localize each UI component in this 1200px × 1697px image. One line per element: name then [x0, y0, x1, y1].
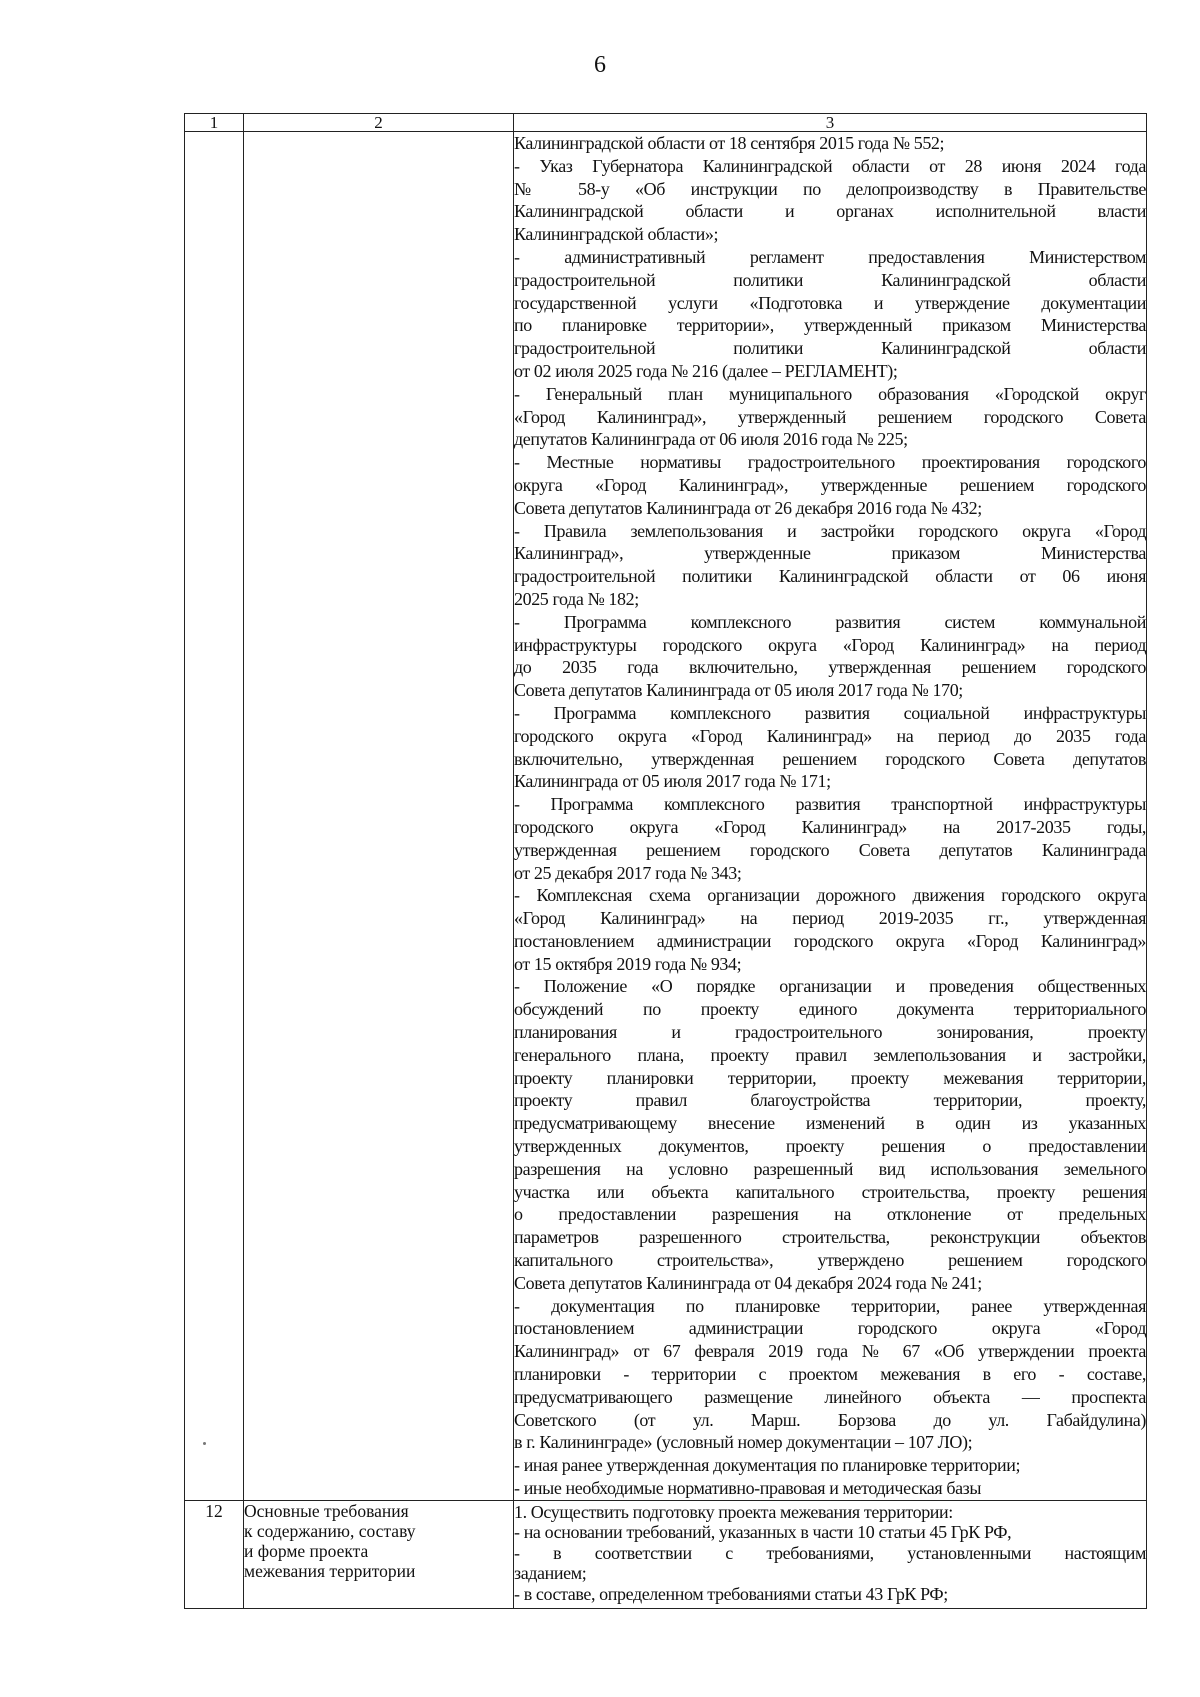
- row-name-line: к содержанию, составу: [244, 1520, 416, 1541]
- scan-speck: [203, 1442, 206, 1445]
- text-line: Калининградской области от 18 сентября 2015 года № 552;: [514, 133, 945, 153]
- text-line: - Программа комплексного развития транспортной инфраструктуры: [514, 794, 1146, 815]
- text-line: городского округа «Город Калининград» на период до 2035 года: [514, 725, 1146, 746]
- text-line: разрешения на условно разрешенный вид использования земельного: [514, 1158, 1146, 1179]
- text-line: № 58-у «Об инструкции по делопроизводству в Правительстве: [514, 178, 1146, 199]
- text-line: «Город Калининград», утвержденный решением городского Совета: [514, 406, 1146, 427]
- text-line: от 02 июля 2025 года № 216 (далее – РЕГЛАМЕНТ);: [514, 360, 898, 381]
- text-line: Калининград» от 67 февраля 2019 года № 67 «Об утверждении проекта: [514, 1341, 1146, 1362]
- text-line: проекту планировки территории, проекту межевания территории,: [514, 1067, 1146, 1088]
- row-name-line: и форме проекта: [244, 1540, 369, 1561]
- text-line: градостроительной политики Калининградской области от 06 июня: [514, 566, 1146, 587]
- row-name-cell: [244, 1500, 514, 1609]
- text-line: - Программа комплексного развития социальной инфраструктуры: [514, 702, 1146, 723]
- text-line: депутатов Калининграда от 06 июля 2016 года № 225;: [514, 429, 908, 450]
- text-line: от 25 декабря 2017 года № 343;: [514, 862, 742, 883]
- text-line: - Правила землепользования и застройки городского округа «Город: [514, 520, 1146, 541]
- table-header-row: [185, 114, 1147, 132]
- page-number: 6: [594, 52, 606, 78]
- text-line: - Генеральный план муниципального образования «Городской округ: [514, 383, 1146, 404]
- text-line: 2025 года № 182;: [514, 588, 639, 609]
- text-line: постановлением администрации городского округа «Город Калининград»: [514, 930, 1146, 951]
- text-line: - на основании требований, указанных в части 10 статьи 45 ГрК РФ,: [514, 1522, 1012, 1543]
- text-line: до 2035 года включительно, утвержденная решением городского: [514, 657, 1146, 678]
- text-line: включительно, утвержденная решением городского Совета депутатов: [514, 748, 1146, 769]
- text-line: от 15 октября 2019 года № 934;: [514, 953, 742, 974]
- text-line: участка или объекта капитального строительства, проекту решения: [514, 1181, 1146, 1202]
- legal-basis-list: [514, 132, 1147, 1501]
- text-line: планирования и градостроительного зонирования, проекту: [514, 1022, 1146, 1043]
- text-line: - иные необходимые нормативно-правовая и методическая базы: [514, 1478, 982, 1499]
- text-line: постановлением администрации городского округа «Город: [514, 1318, 1146, 1339]
- row-number-cell: 12: [185, 1500, 244, 1609]
- text-line: по планировке территории», утвержденный приказом Министерства: [514, 315, 1146, 336]
- row-name-cell: [244, 132, 514, 1501]
- text-line: - административный регламент предоставления Министерством: [514, 246, 1146, 267]
- text-line: Калининградской области»;: [514, 224, 719, 245]
- text-line: Калининград», утвержденные приказом Министерства: [514, 543, 1146, 564]
- text-line: государственной услуги «Подготовка и утверждение документации: [514, 292, 1146, 313]
- text-line: градостроительной политики Калининградской области: [514, 269, 1146, 290]
- text-line: Совета депутатов Калининграда от 05 июля 2017 года № 170;: [514, 680, 963, 701]
- text-line: округа «Город Калининград», утвержденные решением городского: [514, 474, 1146, 495]
- text-line: Калининграда от 05 июля 2017 года № 171;: [514, 771, 831, 792]
- text-line: инфраструктуры городского округа «Город Калининград» на период: [514, 634, 1146, 655]
- text-line: - Программа комплексного развития систем коммунальной: [514, 611, 1146, 632]
- text-line: - Указ Губернатора Калининградской области от 28 июня 2024 года: [514, 155, 1146, 176]
- header-cell-1: 1: [185, 114, 244, 132]
- text-line: Совета депутатов Калининграда от 26 декабря 2016 года № 432;: [514, 497, 982, 518]
- text-line: - документация по планировке территории, ранее утвержденная: [514, 1295, 1146, 1316]
- text-line: капитального строительства», утверждено решением городского: [514, 1250, 1146, 1271]
- text-line: в г. Калининграде» (условный номер документации – 107 ЛО);: [514, 1432, 973, 1453]
- text-line: обсуждений по проекту единого документа территориального: [514, 999, 1146, 1020]
- requirements-table: [184, 113, 1147, 1609]
- text-line: градостроительной политики Калининградской области: [514, 338, 1146, 359]
- text-line: проекту правил благоустройства территории, проекту,: [514, 1090, 1146, 1111]
- text-line: - в составе, определенном требованиями статьи 43 ГрК РФ;: [514, 1583, 948, 1604]
- text-line: - Местные нормативы градостроительного проектирования городского: [514, 452, 1146, 473]
- text-line: - в соответствии с требованиями, установленными настоящим: [514, 1542, 1146, 1563]
- text-line: предусматривающего размещение линейного объекта — проспекта: [514, 1386, 1146, 1407]
- text-line: Советского (от ул. Марш. Борзова до ул. Габайдулина): [514, 1409, 1146, 1430]
- row-name-line: межевания территории: [244, 1560, 416, 1581]
- text-line: Калининградской области и органах исполнительной власти: [514, 201, 1146, 222]
- text-line: планировки - территории с проектом межевания в его - составе,: [514, 1364, 1146, 1385]
- header-cell-2: 2: [244, 114, 514, 132]
- header-cell-3: 3: [514, 114, 1147, 132]
- row-name-line: Основные требования: [244, 1500, 409, 1521]
- table-row-continuation: [185, 132, 1147, 1501]
- text-line: утвержденная решением городского Совета депутатов Калининграда: [514, 839, 1146, 860]
- row-number-cell: [185, 132, 244, 1501]
- table-row-12: [185, 1500, 1147, 1609]
- text-line: городского округа «Город Калининград» на 2017-2035 годы,: [514, 816, 1146, 837]
- requirements-list: [514, 1500, 1147, 1609]
- text-line: - Комплексная схема организации дорожного движения городского округа: [514, 885, 1146, 906]
- text-line: 1. Осуществить подготовку проекта межевания территории:: [514, 1501, 953, 1522]
- text-line: параметров разрешенного строительства, реконструкции объектов: [514, 1227, 1146, 1248]
- text-line: - Положение «О порядке организации и проведения общественных: [514, 976, 1146, 997]
- text-line: «Город Калининград» на период 2019-2035 гг., утвержденная: [514, 908, 1146, 929]
- text-line: о предоставлении разрешения на отклонение от предельных: [514, 1204, 1146, 1225]
- text-line: генерального плана, проекту правил землепользования и застройки,: [514, 1044, 1146, 1065]
- text-line: - иная ранее утвержденная документация по планировке территории;: [514, 1455, 1021, 1476]
- text-line: предусматривающему внесение изменений в один из указанных: [514, 1113, 1146, 1134]
- text-line: Совета депутатов Калининграда от 04 декабря 2024 года № 241;: [514, 1272, 982, 1293]
- text-line: утвержденных документов, проекту решения о предоставлении: [514, 1136, 1146, 1157]
- text-line: заданием;: [514, 1563, 587, 1584]
